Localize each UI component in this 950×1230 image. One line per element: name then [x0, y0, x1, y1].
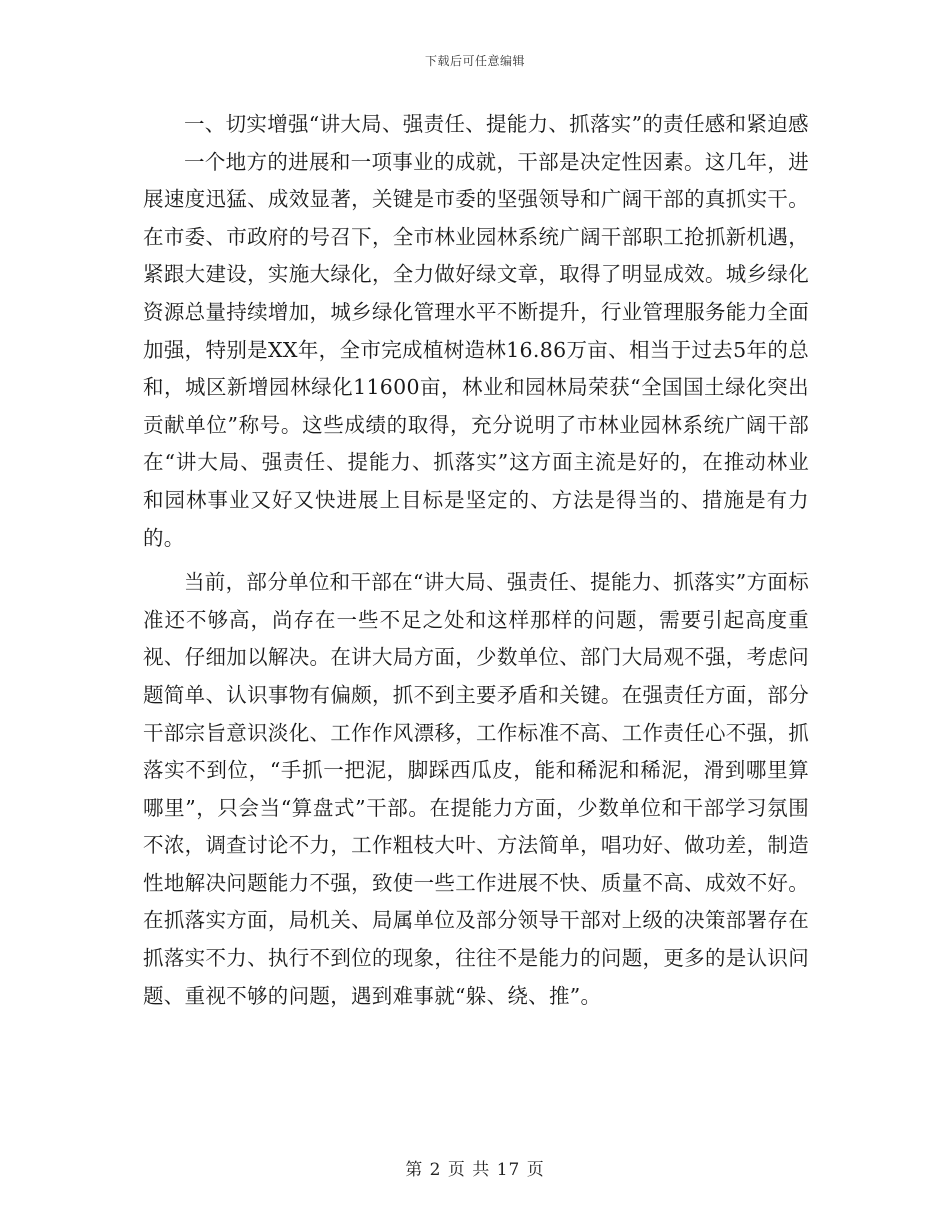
- header-note: 下载后可任意编辑: [424, 54, 525, 68]
- body-paragraph-2: 当前，部分单位和干部在“讲大局、强责任、提能力、抓落实”方面标准还不够高，尚存在一些不足之处和这样那样的问题，需要引起高度重视、仔细加以解决。在讲大局方面，少数单位、部门大局观不强，考虑问题简单、认识事物有偏颇，抓不到主要矛盾和关键。在强责任方面，部分干部宗旨意识淡化、工作作风漂移，工作标准不高、工作责任心不强，抓落实不到位，“手抓一把泥，脚踩西瓜皮，能和稀泥和稀泥，滑到哪里算哪里”，只会当“算盘式”干部。在提能力方面，少数单位和干部学习氛围不浓，调查讨论不力，工作粗枝大叶、方法简单，唱功好、做功差，制造性地解决问题能力不强，致使一些工作进展不快、质量不高、成效不好。在抓落实方面，局机关、局属单位及部分领导干部对上级的决策部署存在抓落实不力、执行不到位的现象，往往不是能力的问题，更多的是认识问题、重视不够的问题，遇到难事就“躲、绕、推”。: [143, 570, 809, 1008]
- body-paragraph-1: 一个地方的进展和一项事业的成就，干部是决定性因素。这几年，进展速度迅猛、成效显著，关键是市委的坚强领导和广阔干部的真抓实干。在市委、市政府的号召下，全市林业园林系统广阔干部职工抢抓新机遇，紧跟大建设，实施大绿化，全力做好绿文章，取得了明显成效。城乡绿化资源总量持续增加，城乡绿化管理水平不断提升，行业管理服务能力全面加强，特别是XX年，全市完成植树造林16.86万亩、相当于过去5年的总和，城区新增园林绿化11600亩，林业和园林局荣获“全国国土绿化突出贡献单位”称号。这些成绩的取得，充分说明了市林业园林系统广阔干部在“讲大局、强责任、提能力、抓落实”这方面主流是好的，在推动林业和园林事业又好又快进展上目标是坚定的、方法是得当的、措施是有力的。: [143, 149, 809, 550]
- document-body: [143, 106, 809, 1015]
- page-number: 第 2 页 共 17 页: [405, 1160, 545, 1180]
- section-heading: 一、切实增强“讲大局、强责任、提能力、抓落实”的责任感和紧迫感: [184, 112, 809, 136]
